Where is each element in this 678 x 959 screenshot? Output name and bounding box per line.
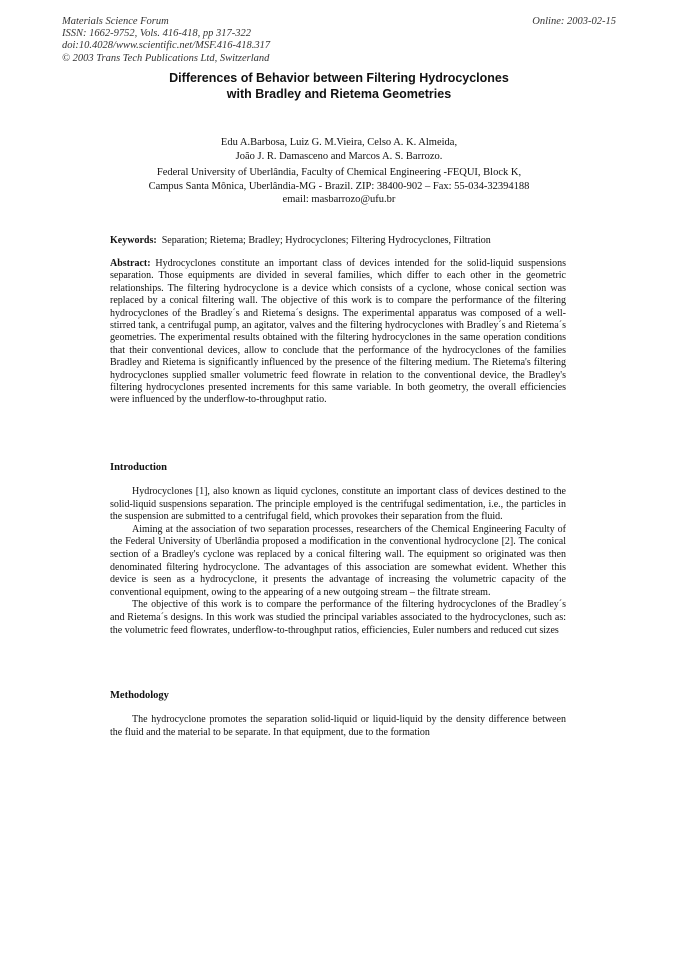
title-line-1: Differences of Behavior between Filtering Hydrocyclones xyxy=(169,71,509,85)
affiliation xyxy=(0,166,678,207)
keywords-label: Keywords xyxy=(110,235,154,246)
journal-header xyxy=(62,16,270,65)
copyright-line: © 2003 Trans Tech Publications Ltd, Switzerland xyxy=(62,52,270,64)
author-list xyxy=(0,136,678,163)
issn-line: ISSN: 1662-9752, Vols. 416-418, pp 317-322 xyxy=(62,28,251,40)
online-date: Online: 2003-02-15 xyxy=(532,16,616,27)
doi-link[interactable]: doi:10.4028/www.scientific.net/MSF.416-418.317 xyxy=(62,40,271,52)
intro-paragraph-3: The objective of this work is to compare the performance of the filtering hydrocyclones of the Bradley´s and Rietema´s designs. In this work was studied the principal variables associated to the hydrocyclones, such as: the volumetric feed flowrates, underflow-to-throughput ratios, efficiencies, Euler numbers and reduced cut sizes xyxy=(110,599,566,636)
affiliation-line-1: Federal University of Uberlândia, Faculty of Chemical Engineering -FEQUI, Block K, xyxy=(156,167,522,178)
intro-paragraph-2: Aiming at the association of two separation processes, researchers of the Chemical Engineering Faculty of the Federal University of Uberlândia proposed a modification in the conventional hydrocyclone [2]. The conical section of a Bradley's cyclone was replaced by a conical filtering wall. The equipment so originated was then denominated filtering hydrocyclone. The advantages of this association are somewhat evident. Whether this device is seen as a hydrocyclone, it presents the advantage of increasing the volumetric capacity of the conventional equipment, owing to the appearing of a new outgoing stream – the filtrate stream. xyxy=(110,523,566,598)
keywords-text: Separation; Rietema; Bradley; Hydrocyclones; Filtering Hydrocyclones, Filtration xyxy=(161,235,491,246)
paper-title xyxy=(0,71,678,102)
methodology-heading: Methodology xyxy=(110,690,169,701)
abstract xyxy=(110,258,566,407)
abstract-label: Abstract: xyxy=(110,258,151,269)
keywords: Keywords: Separation; Rietema; Bradley; Hydrocyclones; Filtering Hydrocyclones, Filtration xyxy=(110,235,491,246)
methodology-body xyxy=(110,714,566,739)
methodology-paragraph-1: The hydrocyclone promotes the separation solid-liquid or liquid-liquid by the density difference between the fluid and the material to be separate. In that equipment, due to the formation xyxy=(110,714,566,738)
affiliation-line-2: Campus Santa Mônica, Uberlândia-MG - Brazil. ZIP: 38400-902 – Fax: 55-034-32394188 xyxy=(148,180,530,192)
contact-email[interactable]: email: masbarrozo@ufu.br xyxy=(282,194,396,206)
title-line-2: with Bradley and Rietema Geometries xyxy=(226,86,452,101)
introduction-heading: Introduction xyxy=(110,462,167,473)
authors-line-2: João J. R. Damasceno and Marcos A. S. Barrozo. xyxy=(235,150,443,162)
authors-line-1: Edu A.Barbosa, Luiz G. M.Vieira, Celso A. K. Almeida, xyxy=(220,137,458,148)
intro-paragraph-1: Hydrocyclones [1], also known as liquid cyclones, constitute an important class of devices destined to the solid-liquid suspensions separation. The principle employed is the centrifugal sedimentation, i.e., the particles in the suspension are submitted to a centrifugal field, which provokes their separation from the fluid. xyxy=(110,486,566,523)
abstract-text: Hydrocyclones constitute an important class of devices intended for the solid-liquid suspensions separation. Those equipments are divided in several families, which differ to each other in the geometric relationships. The filtering hydrocyclone is a device which consists of a cyclone, whose conical section was replaced by a conical filtering wall. The objective of this work is to compare the performance of the filtering hydrocyclones of the Bradley´s and Rietema´s designs. The experimental apparatus was composed of a well-stirred tank, a centrifugal pump, an agitator, valves and the filtering hydrocyclones with Bradley´s and Rietema´s geometries. The experimental results obtained with the filtering hydrocyclones in the same operation conditions that their conventional devices, allow to conclude that the performance of the hydrocyclones of the families Bradley and Rietema is significantly influenced by the presence of the filtering medium. The Rietema's filtering hydrocyclones supplied smaller volumetric feed flowrate in relation to the conventional device, the Bradley's filtering hydrocyclones presented increments for this same variable. In both geometry, the overall efficiencies were influenced by the underflow-to-throughput ratio. xyxy=(110,258,566,406)
journal-name: Materials Science Forum xyxy=(62,16,169,27)
introduction-body xyxy=(110,486,566,637)
